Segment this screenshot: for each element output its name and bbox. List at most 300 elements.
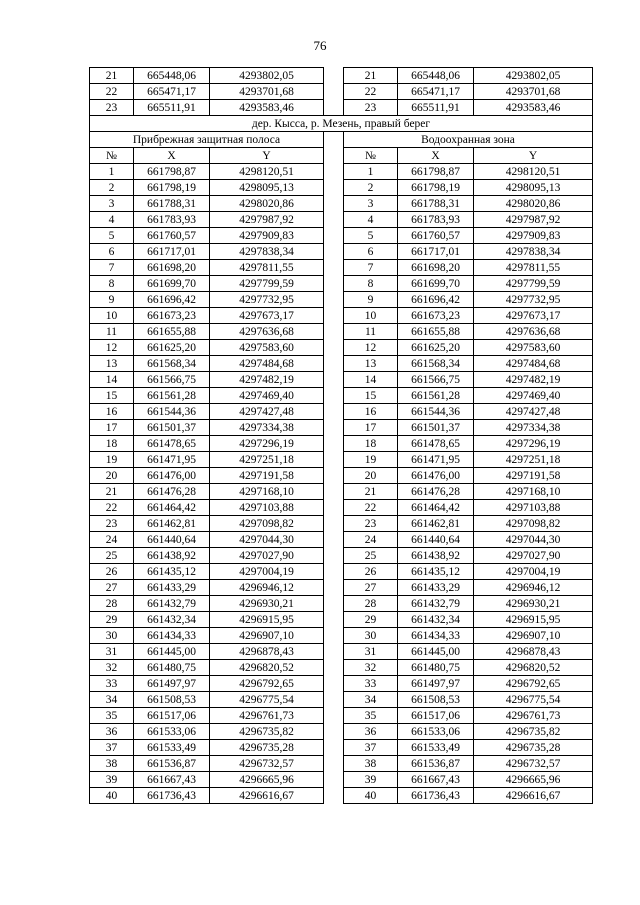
left-y-cell: 4296665,96 [210, 772, 324, 788]
right-x-cell: 661476,28 [398, 484, 474, 500]
column-gap [324, 308, 344, 324]
right-y-cell: 4296775,54 [474, 692, 593, 708]
right-x-cell: 665511,91 [398, 100, 474, 116]
table-row [90, 324, 593, 340]
left-number-cell: 37 [90, 740, 134, 756]
table-row [90, 724, 593, 740]
left-x-cell: 661433,29 [134, 580, 210, 596]
left-x-cell: 661501,37 [134, 420, 210, 436]
right-y-cell: 4297673,17 [474, 308, 593, 324]
table-row [90, 532, 593, 548]
right-number-cell: 8 [344, 276, 398, 292]
table-row [90, 772, 593, 788]
left-number-cell: 23 [90, 100, 134, 116]
column-gap [324, 676, 344, 692]
left-number-cell: 28 [90, 596, 134, 612]
left-x-cell: 665511,91 [134, 100, 210, 116]
right-y-cell: 4296792,65 [474, 676, 593, 692]
column-gap [324, 148, 344, 164]
right-x-cell: 665448,06 [398, 68, 474, 84]
left-number-cell: 29 [90, 612, 134, 628]
right-y-cell: 4296946,12 [474, 580, 593, 596]
table-row [90, 196, 593, 212]
left-y-cell: 4296732,57 [210, 756, 324, 772]
left-y-cell: 4297732,95 [210, 292, 324, 308]
right-table-title: Водоохранная зона [344, 132, 593, 148]
right-y-cell: 4296735,82 [474, 724, 593, 740]
left-x-cell: 661798,87 [134, 164, 210, 180]
left-y-cell: 4296946,12 [210, 580, 324, 596]
table-row [90, 740, 593, 756]
column-gap [324, 180, 344, 196]
left-number-cell: 31 [90, 644, 134, 660]
left-number-cell: 17 [90, 420, 134, 436]
right-y-cell: 4293701,68 [474, 84, 593, 100]
right-number-cell: 24 [344, 532, 398, 548]
right-number-cell: 26 [344, 564, 398, 580]
column-gap [324, 612, 344, 628]
left-y-cell: 4296930,21 [210, 596, 324, 612]
right-number-cell: 30 [344, 628, 398, 644]
right-x-cell: 661471,95 [398, 452, 474, 468]
table-row [90, 212, 593, 228]
right-number-cell: 9 [344, 292, 398, 308]
table-row [90, 340, 593, 356]
right-number-cell: 2 [344, 180, 398, 196]
right-y-cell: 4297636,68 [474, 324, 593, 340]
right-y-cell: 4297103,88 [474, 500, 593, 516]
right-y-cell: 4297427,48 [474, 404, 593, 420]
right-y-cell: 4296907,10 [474, 628, 593, 644]
table-row [90, 580, 593, 596]
right-y-cell: 4296616,67 [474, 788, 593, 804]
section-title: дер. Кысса, р. Мезень, правый берег [90, 116, 593, 132]
right-number-cell: 29 [344, 612, 398, 628]
right-y-cell: 4297469,40 [474, 388, 593, 404]
right-y-cell: 4297098,82 [474, 516, 593, 532]
table-row [90, 628, 593, 644]
right-x-cell: 661433,29 [398, 580, 474, 596]
right-number-cell: 19 [344, 452, 398, 468]
right-y-cell: 4296915,95 [474, 612, 593, 628]
table-row [90, 612, 593, 628]
left-number-cell: 11 [90, 324, 134, 340]
left-number-cell: 9 [90, 292, 134, 308]
left-number-cell: 38 [90, 756, 134, 772]
column-gap [324, 468, 344, 484]
right-number-cell: 21 [344, 68, 398, 84]
right-x-cell: 661566,75 [398, 372, 474, 388]
left-number-cell: 2 [90, 180, 134, 196]
column-gap [324, 436, 344, 452]
left-x-cell: 661478,65 [134, 436, 210, 452]
right-y-cell: 4297334,38 [474, 420, 593, 436]
right-y-cell: 4298120,51 [474, 164, 593, 180]
right-number-cell: 34 [344, 692, 398, 708]
left-number-cell: 23 [90, 516, 134, 532]
right-number-cell: 25 [344, 548, 398, 564]
right-y-cell: 4296930,21 [474, 596, 593, 612]
left-y-cell: 4296775,54 [210, 692, 324, 708]
left-x-cell: 661438,92 [134, 548, 210, 564]
right-number-cell: 10 [344, 308, 398, 324]
right-x-cell: 661798,87 [398, 164, 474, 180]
right-number-cell: 38 [344, 756, 398, 772]
left-x-cell: 661462,81 [134, 516, 210, 532]
coordinates-table [89, 67, 593, 804]
table-row [90, 644, 593, 660]
left-y-cell: 4297583,60 [210, 340, 324, 356]
table-row [90, 420, 593, 436]
column-gap [324, 372, 344, 388]
right-x-cell: 661783,93 [398, 212, 474, 228]
right-number-cell: 16 [344, 404, 398, 420]
column-gap [324, 484, 344, 500]
right-y-cell: 4297027,90 [474, 548, 593, 564]
left-number-cell: 36 [90, 724, 134, 740]
right-y-cell: 4293802,05 [474, 68, 593, 84]
right-y-cell: 4297168,10 [474, 484, 593, 500]
right-number-cell: 4 [344, 212, 398, 228]
column-gap [324, 84, 344, 100]
left-table-title: Прибрежная защитная полоса [90, 132, 324, 148]
left-x-cell: 661445,00 [134, 644, 210, 660]
left-x-cell: 661673,23 [134, 308, 210, 324]
right-number-cell: 14 [344, 372, 398, 388]
right-number-cell: 3 [344, 196, 398, 212]
column-gap [324, 660, 344, 676]
left-x-cell: 661699,70 [134, 276, 210, 292]
left-x-cell: 661476,28 [134, 484, 210, 500]
table-row [90, 388, 593, 404]
left-x-cell: 661434,33 [134, 628, 210, 644]
right-y-cell: 4296735,28 [474, 740, 593, 756]
left-number-cell: 13 [90, 356, 134, 372]
right-number-cell: 39 [344, 772, 398, 788]
right-x-cell: 661788,31 [398, 196, 474, 212]
column-gap [324, 628, 344, 644]
right-number-cell: 5 [344, 228, 398, 244]
table-row [90, 244, 593, 260]
continued-rows [90, 68, 593, 116]
right-x-cell: 661798,19 [398, 180, 474, 196]
left-x-cell: 661717,01 [134, 244, 210, 260]
right-x-cell: 661533,49 [398, 740, 474, 756]
left-y-cell: 4296735,28 [210, 740, 324, 756]
right-header-x: X [398, 148, 474, 164]
left-x-cell: 661798,19 [134, 180, 210, 196]
column-gap [324, 420, 344, 436]
column-gap [324, 596, 344, 612]
left-x-cell: 661471,95 [134, 452, 210, 468]
right-x-cell: 661435,12 [398, 564, 474, 580]
left-number-cell: 20 [90, 468, 134, 484]
right-y-cell: 4297191,58 [474, 468, 593, 484]
right-number-cell: 23 [344, 100, 398, 116]
right-y-cell: 4297799,59 [474, 276, 593, 292]
left-y-cell: 4297334,38 [210, 420, 324, 436]
left-number-cell: 18 [90, 436, 134, 452]
column-gap [324, 340, 344, 356]
left-x-cell: 661517,06 [134, 708, 210, 724]
right-number-cell: 1 [344, 164, 398, 180]
left-header-y: Y [210, 148, 324, 164]
left-x-cell: 661736,43 [134, 788, 210, 804]
left-y-cell: 4296792,65 [210, 676, 324, 692]
right-x-cell: 661536,87 [398, 756, 474, 772]
table-row [90, 452, 593, 468]
left-number-cell: 19 [90, 452, 134, 468]
table-row [90, 548, 593, 564]
left-y-cell: 4296735,82 [210, 724, 324, 740]
right-number-cell: 27 [344, 580, 398, 596]
right-x-cell: 661480,75 [398, 660, 474, 676]
left-number-cell: 24 [90, 532, 134, 548]
column-gap [324, 404, 344, 420]
column-gap [324, 548, 344, 564]
right-number-cell: 36 [344, 724, 398, 740]
left-number-cell: 21 [90, 68, 134, 84]
table-row [90, 660, 593, 676]
left-y-cell: 4297811,55 [210, 260, 324, 276]
left-number-cell: 21 [90, 484, 134, 500]
left-y-cell: 4297427,48 [210, 404, 324, 420]
left-header-x: X [134, 148, 210, 164]
table-row [90, 564, 593, 580]
right-y-cell: 4297732,95 [474, 292, 593, 308]
left-x-cell: 661435,12 [134, 564, 210, 580]
left-y-cell: 4296915,95 [210, 612, 324, 628]
left-number-cell: 4 [90, 212, 134, 228]
left-number-cell: 7 [90, 260, 134, 276]
right-x-cell: 661476,00 [398, 468, 474, 484]
left-number-cell: 27 [90, 580, 134, 596]
column-gap [324, 772, 344, 788]
left-x-cell: 661655,88 [134, 324, 210, 340]
left-y-cell: 4297469,40 [210, 388, 324, 404]
left-number-cell: 22 [90, 500, 134, 516]
column-gap [324, 452, 344, 468]
left-x-cell: 661698,20 [134, 260, 210, 276]
right-y-cell: 4297251,18 [474, 452, 593, 468]
right-y-cell: 4297583,60 [474, 340, 593, 356]
left-x-cell: 661432,34 [134, 612, 210, 628]
left-x-cell: 665448,06 [134, 68, 210, 84]
right-y-cell: 4297044,30 [474, 532, 593, 548]
column-gap [324, 276, 344, 292]
left-number-cell: 5 [90, 228, 134, 244]
right-number-cell: 22 [344, 84, 398, 100]
right-x-cell: 661625,20 [398, 340, 474, 356]
left-y-cell: 4297673,17 [210, 308, 324, 324]
right-x-cell: 661438,92 [398, 548, 474, 564]
page-number: 76 [313, 38, 327, 53]
left-x-cell: 661566,75 [134, 372, 210, 388]
column-gap [324, 196, 344, 212]
right-x-cell: 661655,88 [398, 324, 474, 340]
right-y-cell: 4296665,96 [474, 772, 593, 788]
table-row [90, 308, 593, 324]
left-x-cell: 661533,06 [134, 724, 210, 740]
left-y-cell: 4297027,90 [210, 548, 324, 564]
right-x-cell: 661544,36 [398, 404, 474, 420]
table-row [90, 164, 593, 180]
right-x-cell: 661760,57 [398, 228, 474, 244]
right-header-number: № [344, 148, 398, 164]
right-x-cell: 661440,64 [398, 532, 474, 548]
right-x-cell: 661667,43 [398, 772, 474, 788]
column-gap [324, 580, 344, 596]
coordinate-rows [90, 164, 593, 804]
right-x-cell: 661568,34 [398, 356, 474, 372]
left-number-cell: 26 [90, 564, 134, 580]
right-x-cell: 661497,97 [398, 676, 474, 692]
left-y-cell: 4297909,83 [210, 228, 324, 244]
right-y-cell: 4296820,52 [474, 660, 593, 676]
right-y-cell: 4296732,57 [474, 756, 593, 772]
right-y-cell: 4297838,34 [474, 244, 593, 260]
table-row [90, 788, 593, 804]
left-y-cell: 4297838,34 [210, 244, 324, 260]
right-x-cell: 661736,43 [398, 788, 474, 804]
column-gap [324, 100, 344, 116]
left-number-cell: 10 [90, 308, 134, 324]
right-x-cell: 661432,79 [398, 596, 474, 612]
column-gap [324, 228, 344, 244]
right-number-cell: 33 [344, 676, 398, 692]
right-number-cell: 13 [344, 356, 398, 372]
right-x-cell: 665471,17 [398, 84, 474, 100]
left-y-cell: 4293583,46 [210, 100, 324, 116]
right-x-cell: 661462,81 [398, 516, 474, 532]
left-number-cell: 40 [90, 788, 134, 804]
left-x-cell: 661625,20 [134, 340, 210, 356]
column-gap [324, 644, 344, 660]
left-number-cell: 6 [90, 244, 134, 260]
right-x-cell: 661464,42 [398, 500, 474, 516]
left-x-cell: 661533,49 [134, 740, 210, 756]
column-gap [324, 516, 344, 532]
column-gap [324, 788, 344, 804]
right-number-cell: 22 [344, 500, 398, 516]
left-y-cell: 4297296,19 [210, 436, 324, 452]
column-gap [324, 692, 344, 708]
table-row [90, 500, 593, 516]
left-x-cell: 661783,93 [134, 212, 210, 228]
left-x-cell: 661568,34 [134, 356, 210, 372]
left-number-cell: 35 [90, 708, 134, 724]
left-x-cell: 661544,36 [134, 404, 210, 420]
left-number-cell: 3 [90, 196, 134, 212]
table-row [90, 516, 593, 532]
right-number-cell: 11 [344, 324, 398, 340]
left-y-cell: 4298020,86 [210, 196, 324, 212]
right-number-cell: 31 [344, 644, 398, 660]
right-x-cell: 661517,06 [398, 708, 474, 724]
table-row [90, 100, 593, 116]
column-gap [324, 564, 344, 580]
right-number-cell: 37 [344, 740, 398, 756]
right-number-cell: 32 [344, 660, 398, 676]
left-number-cell: 1 [90, 164, 134, 180]
column-gap [324, 132, 344, 148]
left-x-cell: 661667,43 [134, 772, 210, 788]
left-x-cell: 661480,75 [134, 660, 210, 676]
left-x-cell: 661497,97 [134, 676, 210, 692]
column-gap [324, 292, 344, 308]
column-gap [324, 260, 344, 276]
table-row [90, 292, 593, 308]
left-y-cell: 4297251,18 [210, 452, 324, 468]
right-number-cell: 28 [344, 596, 398, 612]
right-number-cell: 7 [344, 260, 398, 276]
table-row [90, 676, 593, 692]
left-number-cell: 14 [90, 372, 134, 388]
table-row [90, 84, 593, 100]
column-gap [324, 164, 344, 180]
right-y-cell: 4296761,73 [474, 708, 593, 724]
left-y-cell: 4297191,58 [210, 468, 324, 484]
left-y-cell: 4297636,68 [210, 324, 324, 340]
right-y-cell: 4297482,19 [474, 372, 593, 388]
right-x-cell: 661698,20 [398, 260, 474, 276]
left-x-cell: 661464,42 [134, 500, 210, 516]
left-y-cell: 4296907,10 [210, 628, 324, 644]
right-y-cell: 4297484,68 [474, 356, 593, 372]
table-row [90, 356, 593, 372]
table-row [90, 260, 593, 276]
column-gap [324, 756, 344, 772]
left-x-cell: 661760,57 [134, 228, 210, 244]
column-gap [324, 500, 344, 516]
right-y-cell: 4293583,46 [474, 100, 593, 116]
left-y-cell: 4296761,73 [210, 708, 324, 724]
left-x-cell: 661788,31 [134, 196, 210, 212]
left-x-cell: 661696,42 [134, 292, 210, 308]
table-row [90, 436, 593, 452]
left-y-cell: 4297484,68 [210, 356, 324, 372]
column-gap [324, 244, 344, 260]
left-x-cell: 661536,87 [134, 756, 210, 772]
left-y-cell: 4297168,10 [210, 484, 324, 500]
left-number-cell: 22 [90, 84, 134, 100]
right-y-cell: 4298095,13 [474, 180, 593, 196]
right-x-cell: 661508,53 [398, 692, 474, 708]
right-x-cell: 661561,28 [398, 388, 474, 404]
table-row [90, 68, 593, 84]
right-y-cell: 4297811,55 [474, 260, 593, 276]
right-x-cell: 661696,42 [398, 292, 474, 308]
right-number-cell: 23 [344, 516, 398, 532]
table-row [90, 756, 593, 772]
right-number-cell: 20 [344, 468, 398, 484]
right-y-cell: 4297987,92 [474, 212, 593, 228]
right-x-cell: 661673,23 [398, 308, 474, 324]
left-y-cell: 4293701,68 [210, 84, 324, 100]
column-gap [324, 708, 344, 724]
left-y-cell: 4298095,13 [210, 180, 324, 196]
left-number-cell: 8 [90, 276, 134, 292]
right-number-cell: 17 [344, 420, 398, 436]
left-x-cell: 661508,53 [134, 692, 210, 708]
right-y-cell: 4297296,19 [474, 436, 593, 452]
left-y-cell: 4297098,82 [210, 516, 324, 532]
left-number-cell: 16 [90, 404, 134, 420]
left-number-cell: 25 [90, 548, 134, 564]
left-header-number: № [90, 148, 134, 164]
left-y-cell: 4297004,19 [210, 564, 324, 580]
left-y-cell: 4296820,52 [210, 660, 324, 676]
